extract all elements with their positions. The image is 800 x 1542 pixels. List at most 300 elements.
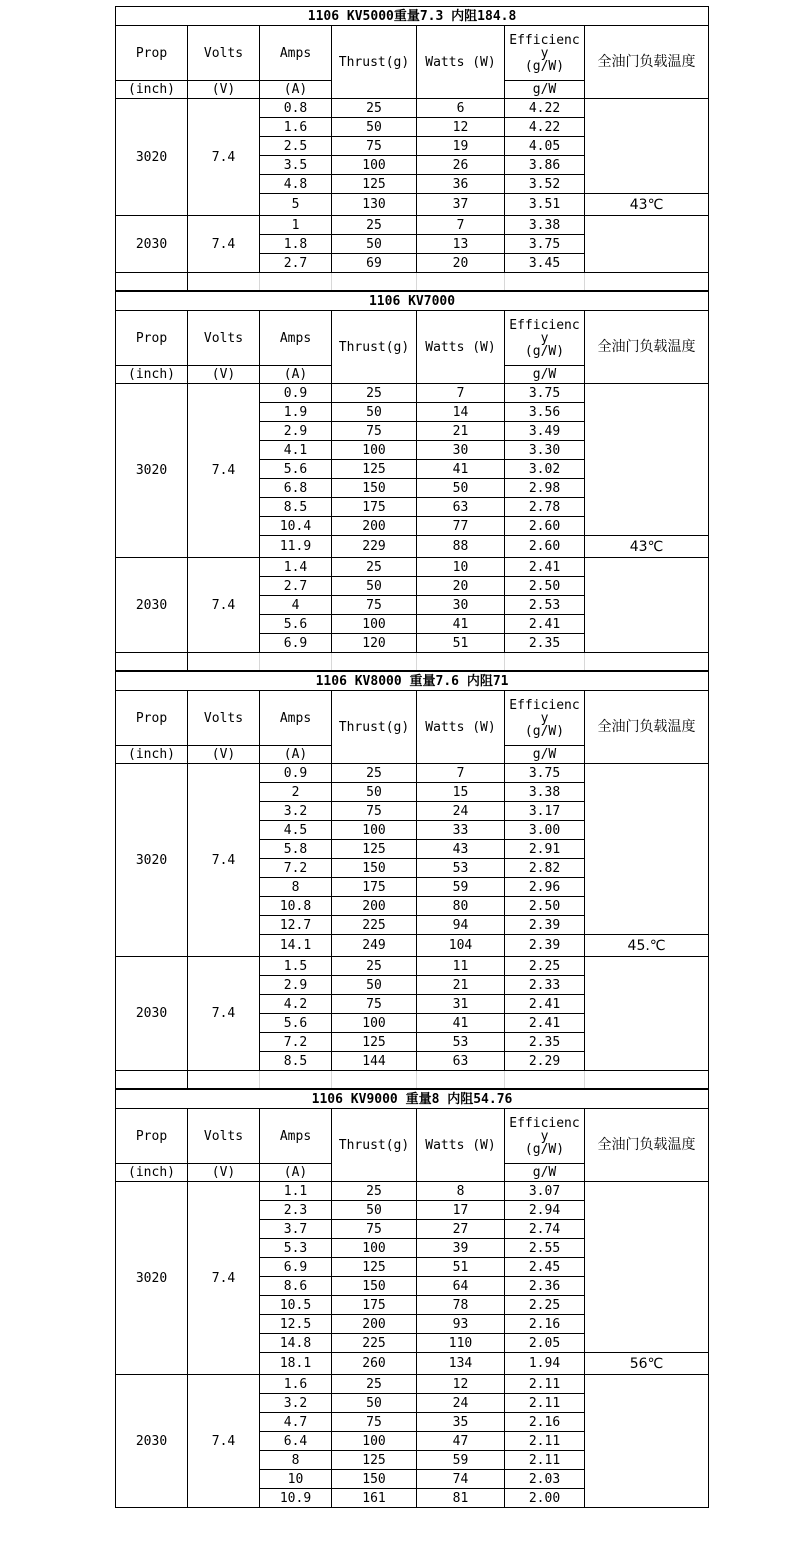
spacer-cell xyxy=(260,1071,332,1089)
spacer-cell xyxy=(332,653,417,671)
header-watts: Watts (W) xyxy=(417,1109,505,1182)
thrust-cell: 249 xyxy=(332,935,417,957)
efficiency-cell: 3.38 xyxy=(505,783,585,802)
thrust-cell: 100 xyxy=(332,821,417,840)
temperature-cell: 45.℃ xyxy=(585,935,709,957)
efficiency-cell: 2.41 xyxy=(505,558,585,577)
header-watts: Watts (W) xyxy=(417,311,505,384)
efficiency-cell: 2.41 xyxy=(505,995,585,1014)
watts-cell: 19 xyxy=(417,137,505,156)
watts-cell: 78 xyxy=(417,1296,505,1315)
watts-cell: 30 xyxy=(417,441,505,460)
unit-amps: (A) xyxy=(260,746,332,764)
temperature-cell: 43℃ xyxy=(585,536,709,558)
thrust-cell: 69 xyxy=(332,254,417,273)
amps-cell: 4.7 xyxy=(260,1413,332,1432)
amps-cell: 7.2 xyxy=(260,859,332,878)
header-volts: Volts xyxy=(188,1109,260,1164)
thrust-cell: 50 xyxy=(332,1394,417,1413)
efficiency-cell: 2.03 xyxy=(505,1470,585,1489)
amps-cell: 10.4 xyxy=(260,517,332,536)
spacer-cell xyxy=(417,1071,505,1089)
volts-cell: 7.4 xyxy=(188,216,260,273)
spacer-cell xyxy=(260,653,332,671)
amps-cell: 2 xyxy=(260,783,332,802)
amps-cell: 5.6 xyxy=(260,460,332,479)
header-efficiency-line: Efficienc xyxy=(509,32,580,48)
table-row xyxy=(116,216,709,235)
header-efficiency-line: y xyxy=(540,45,549,61)
thrust-cell: 175 xyxy=(332,1296,417,1315)
motor-table xyxy=(115,6,709,291)
header-prop: Prop xyxy=(116,26,188,81)
table-title: 1106 KV8000 重量7.6 内阻71 xyxy=(116,672,709,691)
amps-cell: 1.5 xyxy=(260,957,332,976)
amps-cell: 6.9 xyxy=(260,634,332,653)
watts-cell: 51 xyxy=(417,634,505,653)
watts-cell: 41 xyxy=(417,460,505,479)
spacer-cell xyxy=(188,653,260,671)
table-row xyxy=(116,957,709,976)
thrust-cell: 50 xyxy=(332,577,417,596)
amps-cell: 12.5 xyxy=(260,1315,332,1334)
amps-cell: 2.5 xyxy=(260,137,332,156)
unit-amps: (A) xyxy=(260,1164,332,1182)
volts-cell: 7.4 xyxy=(188,764,260,957)
thrust-cell: 125 xyxy=(332,1451,417,1470)
efficiency-cell: 3.51 xyxy=(505,194,585,216)
header-amps: Amps xyxy=(260,1109,332,1164)
amps-cell: 4.5 xyxy=(260,821,332,840)
efficiency-cell: 2.78 xyxy=(505,498,585,517)
temperature-cell: 43℃ xyxy=(585,194,709,216)
efficiency-cell: 2.25 xyxy=(505,957,585,976)
efficiency-cell: 3.00 xyxy=(505,821,585,840)
spacer-cell xyxy=(116,1071,188,1089)
efficiency-cell: 3.56 xyxy=(505,403,585,422)
efficiency-cell: 4.05 xyxy=(505,137,585,156)
efficiency-cell: 2.98 xyxy=(505,479,585,498)
efficiency-cell: 2.36 xyxy=(505,1277,585,1296)
temperature-empty-cell xyxy=(585,764,709,935)
amps-cell: 2.7 xyxy=(260,577,332,596)
header-row xyxy=(116,311,709,366)
table-row xyxy=(116,99,709,118)
prop-cell: 3020 xyxy=(116,764,188,957)
watts-cell: 27 xyxy=(417,1220,505,1239)
watts-cell: 74 xyxy=(417,1470,505,1489)
header-temperature: 全油门负载温度 xyxy=(585,26,709,99)
watts-cell: 30 xyxy=(417,596,505,615)
motor-table xyxy=(115,291,709,671)
header-efficiency-line: (g/W) xyxy=(524,343,565,359)
thrust-cell: 25 xyxy=(332,99,417,118)
watts-cell: 6 xyxy=(417,99,505,118)
amps-cell: 14.8 xyxy=(260,1334,332,1353)
amps-cell: 1.1 xyxy=(260,1182,332,1201)
amps-cell: 1.4 xyxy=(260,558,332,577)
watts-cell: 14 xyxy=(417,403,505,422)
efficiency-cell: 2.53 xyxy=(505,596,585,615)
header-prop: Prop xyxy=(116,691,188,746)
efficiency-cell: 2.60 xyxy=(505,536,585,558)
volts-cell: 7.4 xyxy=(188,558,260,653)
efficiency-cell: 2.39 xyxy=(505,916,585,935)
thrust-cell: 225 xyxy=(332,1334,417,1353)
spacer-row xyxy=(116,1071,709,1089)
amps-cell: 2.3 xyxy=(260,1201,332,1220)
efficiency-cell: 2.45 xyxy=(505,1258,585,1277)
prop-cell: 2030 xyxy=(116,957,188,1071)
efficiency-cell: 2.11 xyxy=(505,1432,585,1451)
prop-cell: 3020 xyxy=(116,384,188,558)
amps-cell: 5.3 xyxy=(260,1239,332,1258)
thrust-cell: 75 xyxy=(332,995,417,1014)
amps-cell: 6.8 xyxy=(260,479,332,498)
efficiency-cell: 2.35 xyxy=(505,634,585,653)
spacer-row xyxy=(116,653,709,671)
amps-cell: 10.9 xyxy=(260,1489,332,1508)
amps-cell: 10.8 xyxy=(260,897,332,916)
amps-cell: 8.5 xyxy=(260,498,332,517)
amps-cell: 1.8 xyxy=(260,235,332,254)
efficiency-cell: 2.91 xyxy=(505,840,585,859)
header-volts: Volts xyxy=(188,691,260,746)
motor-table xyxy=(115,671,709,1089)
thrust-cell: 150 xyxy=(332,1277,417,1296)
thrust-cell: 200 xyxy=(332,1315,417,1334)
amps-cell: 12.7 xyxy=(260,916,332,935)
volts-cell: 7.4 xyxy=(188,384,260,558)
thrust-cell: 200 xyxy=(332,517,417,536)
thrust-cell: 125 xyxy=(332,460,417,479)
amps-cell: 3.7 xyxy=(260,1220,332,1239)
prop-cell: 2030 xyxy=(116,1375,188,1508)
table-row xyxy=(116,558,709,577)
efficiency-cell: 2.35 xyxy=(505,1033,585,1052)
thrust-cell: 125 xyxy=(332,175,417,194)
amps-cell: 6.9 xyxy=(260,1258,332,1277)
header-row xyxy=(116,26,709,81)
table-row xyxy=(116,1375,709,1394)
amps-cell: 1.9 xyxy=(260,403,332,422)
thrust-cell: 100 xyxy=(332,1239,417,1258)
amps-cell: 6.4 xyxy=(260,1432,332,1451)
amps-cell: 1.6 xyxy=(260,1375,332,1394)
spacer-cell xyxy=(585,1071,709,1089)
amps-cell: 7.2 xyxy=(260,1033,332,1052)
amps-cell: 8.6 xyxy=(260,1277,332,1296)
thrust-cell: 25 xyxy=(332,764,417,783)
spacer-cell xyxy=(417,653,505,671)
unit-amps: (A) xyxy=(260,81,332,99)
temperature-empty-cell xyxy=(585,384,709,536)
efficiency-cell: 3.75 xyxy=(505,384,585,403)
amps-cell: 4.8 xyxy=(260,175,332,194)
efficiency-cell: 3.49 xyxy=(505,422,585,441)
spacer-cell xyxy=(116,273,188,291)
efficiency-cell: 2.55 xyxy=(505,1239,585,1258)
watts-cell: 59 xyxy=(417,1451,505,1470)
header-efficiency-line: Efficienc xyxy=(509,697,580,713)
thrust-cell: 144 xyxy=(332,1052,417,1071)
efficiency-cell: 2.29 xyxy=(505,1052,585,1071)
prop-cell: 2030 xyxy=(116,558,188,653)
watts-cell: 11 xyxy=(417,957,505,976)
watts-cell: 36 xyxy=(417,175,505,194)
amps-cell: 4.2 xyxy=(260,995,332,1014)
spacer-row xyxy=(116,273,709,291)
thrust-cell: 229 xyxy=(332,536,417,558)
amps-cell: 5 xyxy=(260,194,332,216)
watts-cell: 24 xyxy=(417,1394,505,1413)
header-watts: Watts (W) xyxy=(417,691,505,764)
unit-efficiency: g/W xyxy=(505,1164,585,1182)
efficiency-cell: 2.11 xyxy=(505,1394,585,1413)
thrust-cell: 75 xyxy=(332,422,417,441)
thrust-cell: 75 xyxy=(332,1413,417,1432)
thrust-cell: 75 xyxy=(332,596,417,615)
amps-cell: 18.1 xyxy=(260,1353,332,1375)
thrust-cell: 100 xyxy=(332,441,417,460)
amps-cell: 5.8 xyxy=(260,840,332,859)
efficiency-cell: 4.22 xyxy=(505,118,585,137)
efficiency-cell: 3.02 xyxy=(505,460,585,479)
header-efficiency-line: (g/W) xyxy=(524,1141,565,1157)
watts-cell: 77 xyxy=(417,517,505,536)
spacer-cell xyxy=(332,273,417,291)
efficiency-cell: 2.25 xyxy=(505,1296,585,1315)
thrust-cell: 150 xyxy=(332,479,417,498)
watts-cell: 63 xyxy=(417,498,505,517)
thrust-cell: 125 xyxy=(332,1258,417,1277)
header-efficiency xyxy=(505,691,585,746)
thrust-cell: 100 xyxy=(332,1432,417,1451)
efficiency-cell: 4.22 xyxy=(505,99,585,118)
unit-volts: (V) xyxy=(188,746,260,764)
watts-cell: 7 xyxy=(417,764,505,783)
spec-sheet xyxy=(115,6,708,1508)
watts-cell: 47 xyxy=(417,1432,505,1451)
watts-cell: 53 xyxy=(417,859,505,878)
efficiency-cell: 2.00 xyxy=(505,1489,585,1508)
header-thrust: Thrust(g) xyxy=(332,1109,417,1182)
header-efficiency xyxy=(505,26,585,81)
amps-cell: 1 xyxy=(260,216,332,235)
efficiency-cell: 2.41 xyxy=(505,615,585,634)
thrust-cell: 225 xyxy=(332,916,417,935)
amps-cell: 2.9 xyxy=(260,976,332,995)
efficiency-cell: 1.94 xyxy=(505,1353,585,1375)
spacer-cell xyxy=(585,653,709,671)
unit-prop: (inch) xyxy=(116,81,188,99)
motor-table xyxy=(115,1089,709,1508)
efficiency-cell: 3.17 xyxy=(505,802,585,821)
title-row xyxy=(116,1090,709,1109)
unit-volts: (V) xyxy=(188,81,260,99)
unit-prop: (inch) xyxy=(116,366,188,384)
efficiency-cell: 2.50 xyxy=(505,897,585,916)
watts-cell: 21 xyxy=(417,422,505,441)
header-prop: Prop xyxy=(116,1109,188,1164)
watts-cell: 64 xyxy=(417,1277,505,1296)
watts-cell: 63 xyxy=(417,1052,505,1071)
spacer-cell xyxy=(116,653,188,671)
amps-cell: 8 xyxy=(260,1451,332,1470)
spacer-cell xyxy=(417,273,505,291)
thrust-cell: 75 xyxy=(332,137,417,156)
amps-cell: 5.6 xyxy=(260,1014,332,1033)
watts-cell: 93 xyxy=(417,1315,505,1334)
spacer-cell xyxy=(188,1071,260,1089)
thrust-cell: 25 xyxy=(332,1182,417,1201)
watts-cell: 31 xyxy=(417,995,505,1014)
watts-cell: 134 xyxy=(417,1353,505,1375)
temperature-empty-cell xyxy=(585,957,709,1071)
efficiency-cell: 2.96 xyxy=(505,878,585,897)
thrust-cell: 50 xyxy=(332,783,417,802)
unit-volts: (V) xyxy=(188,1164,260,1182)
efficiency-cell: 2.74 xyxy=(505,1220,585,1239)
header-efficiency-line: (g/W) xyxy=(524,723,565,739)
watts-cell: 17 xyxy=(417,1201,505,1220)
header-thrust: Thrust(g) xyxy=(332,26,417,99)
temperature-empty-cell xyxy=(585,558,709,653)
spacer-cell xyxy=(505,1071,585,1089)
header-volts: Volts xyxy=(188,311,260,366)
thrust-cell: 161 xyxy=(332,1489,417,1508)
watts-cell: 12 xyxy=(417,1375,505,1394)
watts-cell: 7 xyxy=(417,216,505,235)
table-title: 1106 KV9000 重量8 内阻54.76 xyxy=(116,1090,709,1109)
thrust-cell: 50 xyxy=(332,118,417,137)
watts-cell: 39 xyxy=(417,1239,505,1258)
efficiency-cell: 2.41 xyxy=(505,1014,585,1033)
header-efficiency-line: Efficienc xyxy=(509,1115,580,1131)
temperature-empty-cell xyxy=(585,1182,709,1353)
watts-cell: 12 xyxy=(417,118,505,137)
watts-cell: 51 xyxy=(417,1258,505,1277)
efficiency-cell: 2.05 xyxy=(505,1334,585,1353)
volts-cell: 7.4 xyxy=(188,957,260,1071)
efficiency-cell: 3.52 xyxy=(505,175,585,194)
table-title: 1106 KV5000重量7.3 内阻184.8 xyxy=(116,7,709,26)
volts-cell: 7.4 xyxy=(188,1375,260,1508)
thrust-cell: 50 xyxy=(332,235,417,254)
amps-cell: 10.5 xyxy=(260,1296,332,1315)
thrust-cell: 50 xyxy=(332,1201,417,1220)
watts-cell: 20 xyxy=(417,577,505,596)
header-amps: Amps xyxy=(260,26,332,81)
efficiency-cell: 2.82 xyxy=(505,859,585,878)
amps-cell: 3.5 xyxy=(260,156,332,175)
watts-cell: 41 xyxy=(417,1014,505,1033)
watts-cell: 15 xyxy=(417,783,505,802)
watts-cell: 21 xyxy=(417,976,505,995)
amps-cell: 11.9 xyxy=(260,536,332,558)
thrust-cell: 50 xyxy=(332,403,417,422)
table-row xyxy=(116,384,709,403)
watts-cell: 20 xyxy=(417,254,505,273)
thrust-cell: 25 xyxy=(332,957,417,976)
unit-prop: (inch) xyxy=(116,746,188,764)
thrust-cell: 175 xyxy=(332,498,417,517)
watts-cell: 110 xyxy=(417,1334,505,1353)
amps-cell: 3.2 xyxy=(260,1394,332,1413)
efficiency-cell: 3.86 xyxy=(505,156,585,175)
watts-cell: 26 xyxy=(417,156,505,175)
efficiency-cell: 2.33 xyxy=(505,976,585,995)
efficiency-cell: 3.75 xyxy=(505,764,585,783)
watts-cell: 7 xyxy=(417,384,505,403)
watts-cell: 59 xyxy=(417,878,505,897)
header-row xyxy=(116,691,709,746)
efficiency-cell: 3.38 xyxy=(505,216,585,235)
spacer-cell xyxy=(505,653,585,671)
thrust-cell: 120 xyxy=(332,634,417,653)
header-amps: Amps xyxy=(260,311,332,366)
thrust-cell: 25 xyxy=(332,558,417,577)
prop-cell: 2030 xyxy=(116,216,188,273)
header-efficiency-line: y xyxy=(540,710,549,726)
thrust-cell: 100 xyxy=(332,156,417,175)
amps-cell: 4 xyxy=(260,596,332,615)
thrust-cell: 260 xyxy=(332,1353,417,1375)
volts-cell: 7.4 xyxy=(188,99,260,216)
efficiency-cell: 2.50 xyxy=(505,577,585,596)
watts-cell: 53 xyxy=(417,1033,505,1052)
watts-cell: 33 xyxy=(417,821,505,840)
thrust-cell: 25 xyxy=(332,1375,417,1394)
temperature-empty-cell xyxy=(585,99,709,194)
thrust-cell: 75 xyxy=(332,802,417,821)
header-efficiency xyxy=(505,311,585,366)
temperature-empty-cell xyxy=(585,1375,709,1508)
amps-cell: 2.9 xyxy=(260,422,332,441)
thrust-cell: 100 xyxy=(332,615,417,634)
volts-cell: 7.4 xyxy=(188,1182,260,1375)
table-row xyxy=(116,764,709,783)
unit-amps: (A) xyxy=(260,366,332,384)
header-thrust: Thrust(g) xyxy=(332,311,417,384)
header-row xyxy=(116,1109,709,1164)
prop-cell: 3020 xyxy=(116,1182,188,1375)
efficiency-cell: 3.30 xyxy=(505,441,585,460)
watts-cell: 94 xyxy=(417,916,505,935)
unit-efficiency: g/W xyxy=(505,81,585,99)
title-row xyxy=(116,7,709,26)
header-temperature: 全油门负载温度 xyxy=(585,691,709,764)
thrust-cell: 125 xyxy=(332,1033,417,1052)
thrust-cell: 200 xyxy=(332,897,417,916)
watts-cell: 88 xyxy=(417,536,505,558)
efficiency-cell: 2.11 xyxy=(505,1375,585,1394)
amps-cell: 0.9 xyxy=(260,764,332,783)
title-row xyxy=(116,292,709,311)
header-volts: Volts xyxy=(188,26,260,81)
amps-cell: 8 xyxy=(260,878,332,897)
header-temperature: 全油门负载温度 xyxy=(585,311,709,384)
efficiency-cell: 3.07 xyxy=(505,1182,585,1201)
efficiency-cell: 2.16 xyxy=(505,1315,585,1334)
thrust-cell: 50 xyxy=(332,976,417,995)
watts-cell: 13 xyxy=(417,235,505,254)
table-title: 1106 KV7000 xyxy=(116,292,709,311)
unit-prop: (inch) xyxy=(116,1164,188,1182)
temperature-cell: 56℃ xyxy=(585,1353,709,1375)
efficiency-cell: 2.39 xyxy=(505,935,585,957)
header-efficiency-line: (g/W) xyxy=(524,58,565,74)
